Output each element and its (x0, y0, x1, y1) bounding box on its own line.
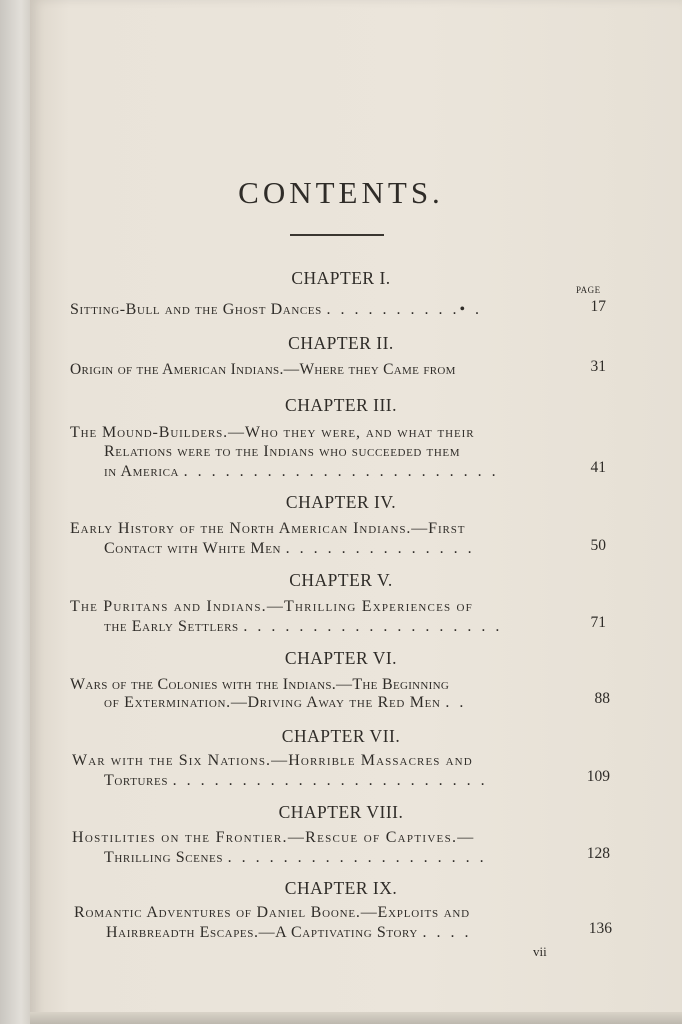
leader-dots: . . . . . . . . . .• . (326, 301, 483, 318)
page-number: 50 (590, 537, 606, 554)
chapter-heading: CHAPTER IX. (284, 878, 398, 898)
chapter-heading: CHAPTER IV. (285, 492, 397, 512)
page-number: 71 (590, 614, 606, 631)
toc-entry-line: Tortures . . . . . . . . . . . . . . . . . . . . . . . (104, 772, 488, 789)
chapter-heading: CHAPTER VII. (281, 726, 401, 746)
toc-entry-line: Sitting-Bull and the Ghost Dances . . . . . . . . . .• . (70, 301, 483, 318)
chapter-heading: CHAPTER I. (291, 268, 391, 288)
toc-entry-line: Wars of the Colonies with the Indians.—The Beginning (70, 676, 450, 693)
chapter-heading: CHAPTER III. (285, 395, 397, 415)
toc-entry-line: in America . . . . . . . . . . . . . . . . . . . . . . . (104, 463, 499, 480)
chapter-heading: CHAPTER VIII. (278, 802, 404, 822)
page-column-label: PAGE (576, 285, 601, 295)
toc-entry-line: Hairbreadth Escapes.—A Captivating Story . . . . (106, 924, 472, 941)
toc-entry-line: Romantic Adventures of Daniel Boone.—Exploits and (74, 904, 470, 921)
leader-dots: . . (445, 694, 467, 711)
toc-entry-line: Early History of the North American Indians.—First (70, 520, 466, 537)
page-title: CONTENTS. (238, 175, 444, 210)
leader-dots: . . . . . . . . . . . . . . . . . . . (227, 849, 487, 866)
leader-dots: . . . . . . . . . . . . . . . . . . . (243, 618, 503, 635)
folio-number: vii (533, 944, 547, 959)
toc-entry-line: Origin of the American Indians.—Where they Came from (70, 361, 456, 378)
page-number: 109 (586, 768, 610, 785)
title-rule (290, 234, 384, 236)
leader-dots: . . . . . . . . . . . . . . . . . . . . . . . (183, 463, 499, 480)
toc-entry-line: Contact with White Men . . . . . . . . . . . . . . (104, 540, 475, 557)
page-bottom-edge (30, 1012, 682, 1024)
page-number: 41 (590, 459, 606, 476)
chapter-heading: CHAPTER VI. (284, 648, 398, 668)
toc-entry-line: Thrilling Scenes . . . . . . . . . . . . . . . . . . . (104, 849, 487, 866)
toc-entry-line: Hostilities on the Frontier.—Rescue of Captives.— (72, 829, 475, 846)
page-number: 17 (590, 298, 606, 315)
page-number: 88 (594, 690, 610, 707)
chapter-heading: CHAPTER II. (288, 333, 394, 353)
chapter-heading: CHAPTER V. (289, 570, 393, 590)
toc-entry-line: The Mound-Builders.—Who they were, and what their (70, 424, 475, 441)
page-number: 136 (588, 920, 612, 937)
toc-entry-line: The Puritans and Indians.—Thrilling Experiences of (70, 598, 473, 615)
page-number: 31 (590, 358, 606, 375)
toc-entry-line: the Early Settlers . . . . . . . . . . . . . . . . . . . (104, 618, 503, 635)
leader-dots: . . . . (422, 924, 472, 941)
toc-entry-line: Relations were to the Indians who succeeded them (104, 443, 461, 460)
page-number: 128 (586, 845, 610, 862)
leader-dots: . . . . . . . . . . . . . . (285, 540, 475, 557)
toc-entry-line: of Extermination.—Driving Away the Red Men . . (104, 694, 467, 711)
leader-dots: . . . . . . . . . . . . . . . . . . . . . . . (172, 772, 488, 789)
toc-entry-line: War with the Six Nations.—Horrible Massacres and (72, 752, 473, 769)
